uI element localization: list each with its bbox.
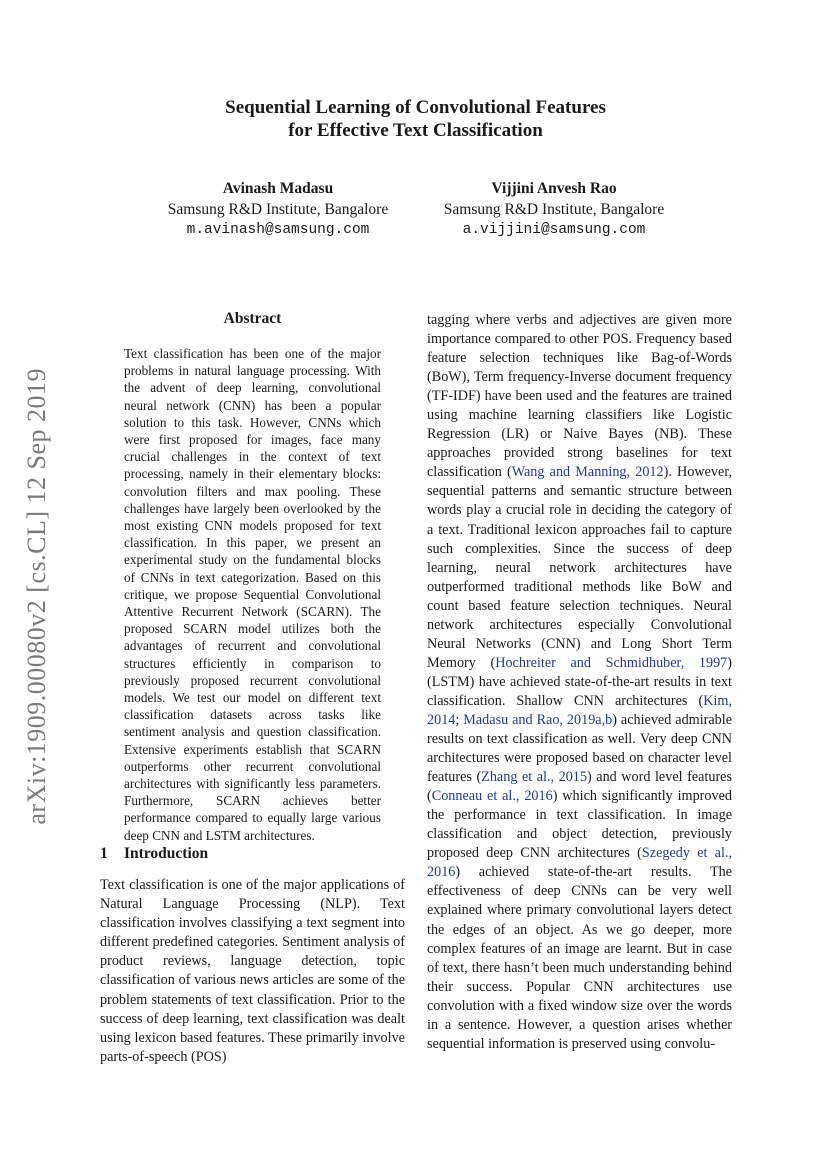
text-run: ) achieved admirable results on text classification as well. Very deep CNN architectures were proposed based on character level features ( (427, 711, 732, 786)
paper-title (100, 96, 731, 142)
author-name: Avinash Madasu (222, 180, 334, 197)
citation-link[interactable]: Conneau et al., 2016 (431, 788, 553, 805)
author-block-2 (404, 178, 704, 241)
text-run: tagging where verbs and adjectives are given more importance compared to other POS. Frequency based feature selection techniques like Bag-of-Words (BoW), Term frequency-Inverse document frequency (TF-IDF) have been used and the features are trained using machine learning classifiers like Logistic Regression (LR) or Naive Bayes (NB). These approaches provided strong baselines for text classification ( (427, 312, 732, 481)
author-name: Vijjini Anvesh Rao (491, 180, 617, 197)
abstract-heading: Abstract (223, 310, 282, 327)
citation-link[interactable]: Wang and Manning, 2012 (511, 464, 664, 481)
author-affiliation: Samsung R&D Institute, Bangalore (443, 201, 665, 218)
title-line-1: Sequential Learning of Convolutional Features (225, 97, 606, 118)
author-block-1 (128, 178, 428, 241)
citation-link[interactable]: Kim, 2014 (427, 692, 732, 728)
text-run: ) achieved state-of-the-art results. The effectiveness of deep CNNs can be very well explained where primary convolutional layers detect the edges of an object. As we go deeper, more complex features of an image are learnt. But in case of text, there hasn’t been much understanding behind their success. Popular CNN architectures use convolution with a fixed window size over the words in a sentence. However, a question arises whether sequential information is preserved using convolu- (427, 864, 732, 1052)
citation-link[interactable]: Zhang et al., 2015 (481, 769, 587, 786)
text-run: ) which significantly improved the performance in text classification. In image classification and object detection, previously proposed deep CNN architectures ( (427, 788, 732, 862)
intro-paragraph: Text classification is one of the major applications of Natural Language Processing (NLP). Text classification involves classifying a text segment into different predefined categories. Sentiment analysis of product reviews, language detection, topic classification of various news articles are some of the problem statements of text classification. Prior to the success of deep learning, text classification was dealt using lexicon based features. These primarily involve parts-of-speech (POS) (100, 877, 405, 1065)
author-email: m.avinash@samsung.com (186, 222, 370, 238)
text-run: ). However, sequential patterns and semantic structure between words play a crucial role in deciding the category of a text. Traditional lexicon approaches fail to capture such complexities. Since the success of deep learning, neural network architectures have outperformed traditional methods like BoW and count based feature selection techniques. Neural network architectures especially Convolutional Neural Networks (CNN) and Long Short Term Memory ( (427, 464, 733, 671)
right-column-paragraph (427, 311, 732, 1054)
title-line-2: for Effective Text Classification (288, 120, 543, 141)
citation-link[interactable]: Szegedy et al., 2016 (427, 845, 732, 881)
author-email: a.vijjini@samsung.com (462, 222, 646, 238)
text-run: ; (455, 711, 464, 728)
abstract-body: Text classification has been one of the major problems in natural language processing. With the advent of deep learning, convolutional neural network (CNN) has been a popular solution to this task. However, CNNs which were first proposed for images, face many crucial challenges in the context of text processing, namely in their elementary blocks: convolution filters and max pooling. These challenges have largely been overlooked by the most existing CNN models proposed for text classification. In this paper, we present an experimental study on the fundamental blocks of CNNs in text categorization. Based on this critique, we propose Sequential Convolutional Attentive Recurrent Network (SCARN). The proposed SCARN model utilizes both the advantages of recurrent and convolutional structures efficiently in comparison to previously proposed recurrent convolutional models. We test our model on different text classification datasets across tasks like sentiment analysis and question classification. Extensive experiments establish that SCARN outperforms other recurrent convolutional architectures with significantly less parameters. Furthermore, SCARN achieves better performance compared to equally large various deep CNN and LSTM architectures. (124, 346, 381, 843)
section-number: 1 (100, 845, 108, 862)
citation-link[interactable]: Hochreiter and Schmidhuber, 1997 (495, 654, 728, 671)
text-run: ) and word level features ( (427, 769, 732, 805)
text-run: ) (LSTM) have achieved state-of-the-art results in text classification. Shallow CNN architectures ( (427, 654, 732, 709)
arxiv-stamp-text: arXiv:1909.00080v2 [cs.CL] 12 Sep 2019 (22, 368, 51, 825)
citation-link[interactable]: Madasu and Rao, 2019a,b (463, 711, 613, 728)
arxiv-stamp (22, 368, 52, 848)
author-affiliation: Samsung R&D Institute, Bangalore (167, 201, 389, 218)
section-title: Introduction (124, 845, 209, 862)
section-heading (100, 845, 208, 863)
